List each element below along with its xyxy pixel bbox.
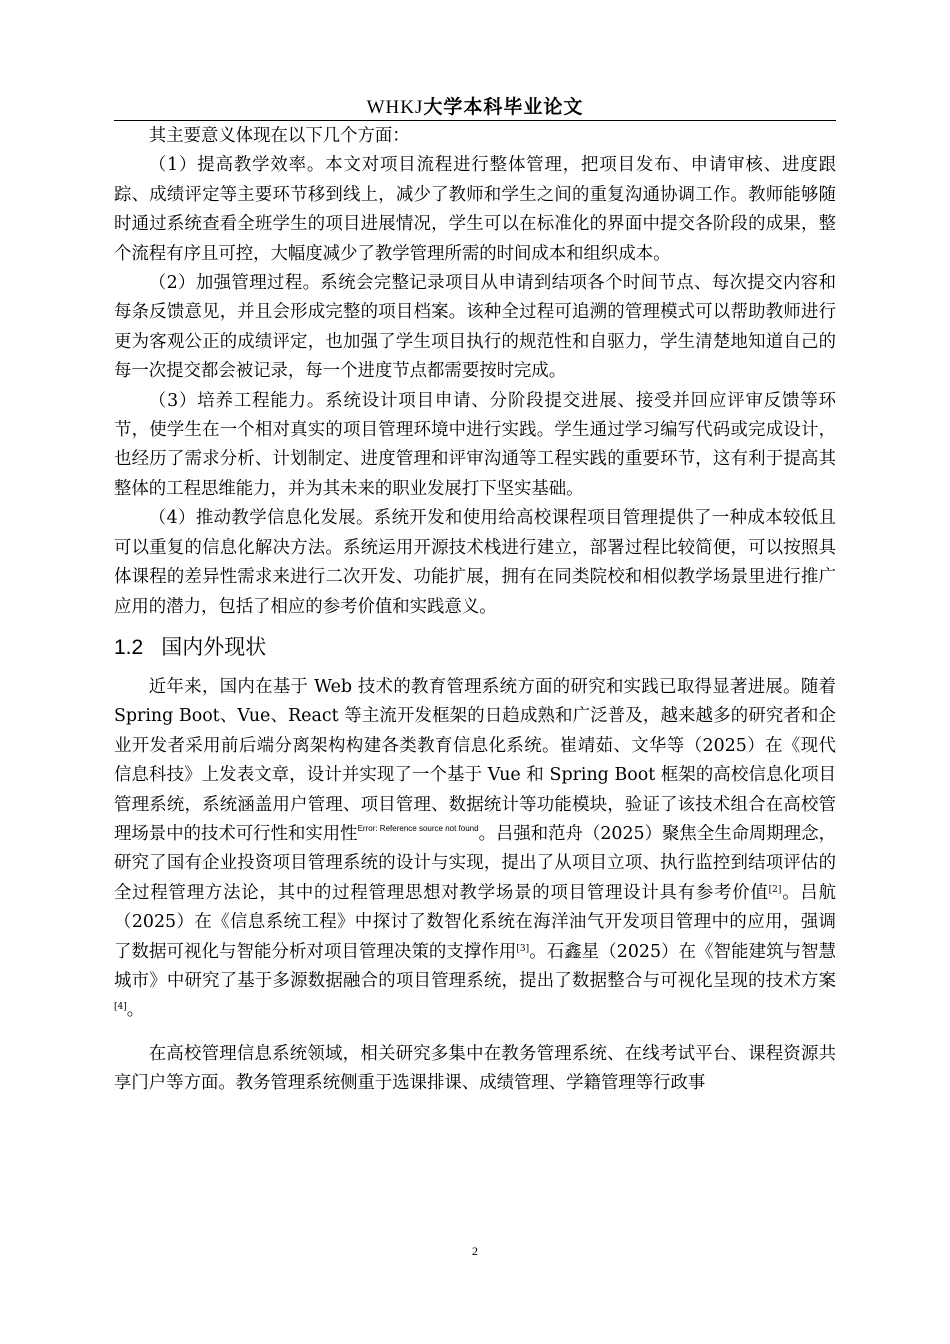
- point-4: （4）推动教学信息化发展。系统开发和使用给高校课程项目管理提供了一种成本较低且可以重复的信息化解决方法。系统运用开源技术栈进行建立，部署过程比较简便，可以按照具体课程的差异性需求来进行二次开发、功能扩展，拥有在同类院校和相似教学场景里进行推广应用的潜力，包括了相应的参考价值和实践意义。: [114, 508, 836, 617]
- header-title: 大学本科毕业论文: [423, 96, 584, 118]
- paragraph-university-systems: 在高校管理信息系统领域，相关研究多集中在教务管理系统、在线考试平台、课程资源共享门户等方面。教务管理系统侧重于选课排课、成绩管理、学籍管理等行政事: [114, 1043, 836, 1094]
- page-header: [114, 92, 836, 121]
- para1-sentence-1: 近年来，国内在基于 Web 技术的教育管理系统方面的研究和实践已取得显著进展。随着 Spring Boot、Vue、React 等主流开发框架的日趋成熟和广泛普及，越来越多的研究者和企业开发者采用前后端分离架构构建各类教育信息化系统。崔靖茹、文华等（2025）在《现代信息科技》上发表文章，设计并实现了一个基于 Vue 和 Spring Boot 框架的高校信息化项目管理系统，系统涵盖用户管理、项目管理、数据统计等功能模块，验证了该技术组合在高校管理场景中的技术可行性和实用性: [114, 676, 836, 844]
- para1-sentence-3: 。吕航（2025）在《信息系统工程》中探讨了数智化系统在海洋油气开发项目管理中的应用，强调了数据可视化与智能分析对项目管理决策的支撑作用: [114, 882, 836, 962]
- para1-sentence-2: 。吕强和范舟（2025）聚焦全生命周期理念，研究了国有企业投资项目管理系统的设计与实现，提出了从项目立项、执行监控到结项评估的全过程管理方法论，其中的过程管理思想对教学场景的项目管理设计具有参考价值: [114, 823, 836, 903]
- section-number: 1.2: [114, 635, 144, 659]
- intro-line: 其主要意义体现在以下几个方面：: [148, 126, 410, 146]
- reference-error-note: Error: Reference source not found: [357, 823, 479, 833]
- page-number: 2: [472, 1244, 478, 1258]
- citation-3[interactable]: [3]: [516, 943, 530, 954]
- point-1: （1）提高教学效率。本文对项目流程进行整体管理，把项目发布、申请审核、进度跟踪、成绩评定等主要环节移到线上，减少了教师和学生之间的重复沟通协调工作。教师能够随时通过系统查看全班学生的项目进展情况，学生可以在标准化的界面中提交各阶段的成果，整个流程有序且可控，大幅度减少了教学管理所需的时间成本和组织成本。: [114, 155, 836, 264]
- point-3: （3）培养工程能力。系统设计项目申请、分阶段提交进展、接受并回应评审反馈等环节，使学生在一个相对真实的项目管理环境中进行实践。学生通过学习编写代码或完成设计，也经历了需求分析、计划制定、进度管理和评审沟通等工程实践的重要环节，这有利于提高其整体的工程思维能力，并为其未来的职业发展打下坚实基础。: [114, 390, 836, 499]
- paragraph-domestic-status: [114, 673, 836, 1026]
- page-body: [114, 122, 836, 1099]
- para1-sentence-5: 。: [126, 1000, 145, 1021]
- point-2: （2）加强管理过程。系统会完整记录项目从申请到结项各个时间节点、每次提交内容和每条反馈意见，并且会形成完整的项目档案。该种全过程可追溯的管理模式可以帮助教师进行更为客观公正的成绩评定，也加强了学生项目执行的规范性和自驱力，学生清楚地知道自己的每一次提交都会被记录，每一个进度节点都需要按时完成。: [114, 273, 836, 382]
- header-left: WHKJ: [366, 97, 424, 118]
- citation-2[interactable]: [2]: [768, 884, 782, 895]
- para1-sentence-4: 。石鑫星（2025）在《智能建筑与智慧城市》中研究了基于多源数据融合的项目管理系统，提出了数据整合与可视化呈现的技术方案: [114, 941, 836, 991]
- section-title: 国内外现状: [161, 634, 267, 659]
- section-heading: [114, 631, 836, 664]
- citation-4[interactable]: [4]: [114, 1002, 127, 1013]
